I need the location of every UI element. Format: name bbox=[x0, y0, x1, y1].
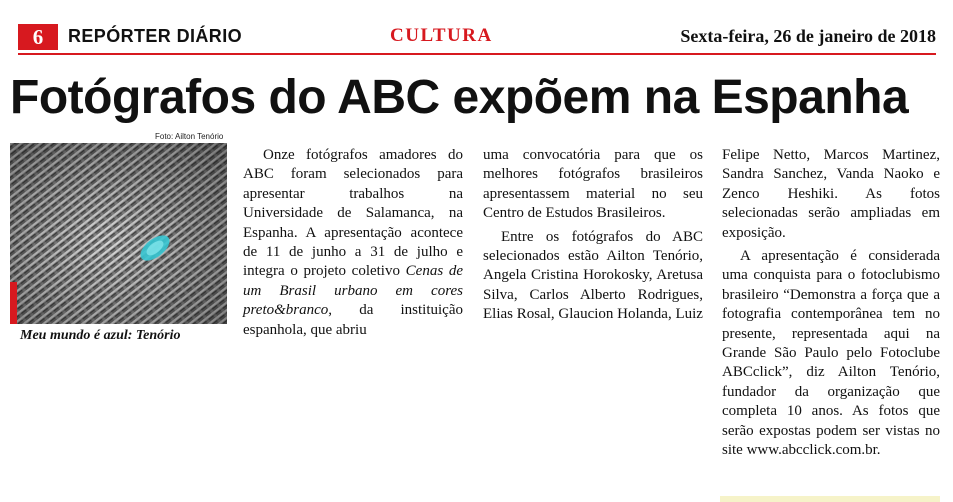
paragraph-text: Onze fotógrafos amadores do ABC foram selecionados para apresentar trabalhos na Universidade de Salamanca, na Espanha. A apresentação acontece de 11 de junho a 31 de julho e integra o projeto coletivo bbox=[243, 147, 463, 280]
article-column-2 bbox=[483, 146, 703, 329]
photo-credit: Foto: Ailton Tenório bbox=[155, 132, 224, 141]
bottom-strip bbox=[720, 496, 940, 502]
photo-accent-stripe bbox=[10, 282, 17, 324]
paragraph-text: , da instituição espanhola, que abriu bbox=[243, 302, 463, 338]
photo-image bbox=[10, 143, 227, 324]
article-column-3 bbox=[722, 146, 940, 465]
paragraph: uma convocatória para que os melhores fotógrafos brasileiros apresentassem material no seu Centro de Estudos Brasileiros. bbox=[483, 147, 703, 222]
article-column-1 bbox=[243, 146, 463, 344]
section-label: CULTURA bbox=[390, 25, 493, 46]
newspaper-name: REPÓRTER DIÁRIO bbox=[68, 26, 243, 46]
paragraph: Entre os fotógrafos do ABC selecionados estão Ailton Tenório, Angela Cristina Horokosky, Aretusa Silva, Carlos Alberto Rodrigues, Elias Rosal, Glaucion Holanda, Luiz bbox=[483, 228, 703, 323]
publication-date: Sexta-feira, 26 de janeiro de 2018 bbox=[680, 26, 936, 46]
article-photo bbox=[10, 143, 227, 324]
header-rule bbox=[18, 53, 936, 55]
page-number: 6 bbox=[18, 24, 58, 50]
paragraph bbox=[243, 146, 463, 340]
page-header bbox=[18, 22, 936, 54]
paragraph: Felipe Netto, Marcos Martinez, Sandra Sanchez, Vanda Naoko e Zenco Heshiki. As fotos selecionadas serão ampliadas em exposição. bbox=[722, 147, 940, 241]
project-title: Cenas de um Brasil urbano em cores preto&branco bbox=[243, 263, 463, 319]
paragraph: A apresentação é considerada uma conquista para o fotoclubismo brasileiro “Demonstra a força que a fotografia contemporânea tem no presente, representada aqui na Grande São Paulo pelo Fotoclube ABCclick”, diz Ailton Tenório, fundador da organização que completa 10 anos. As fotos que serão expostas podem ser vistas no site www.abcclick.com.br. bbox=[722, 248, 940, 459]
headline: Fotógrafos do ABC expõem na Espanha bbox=[10, 71, 909, 124]
photo-caption: Meu mundo é azul: Tenório bbox=[20, 328, 181, 343]
